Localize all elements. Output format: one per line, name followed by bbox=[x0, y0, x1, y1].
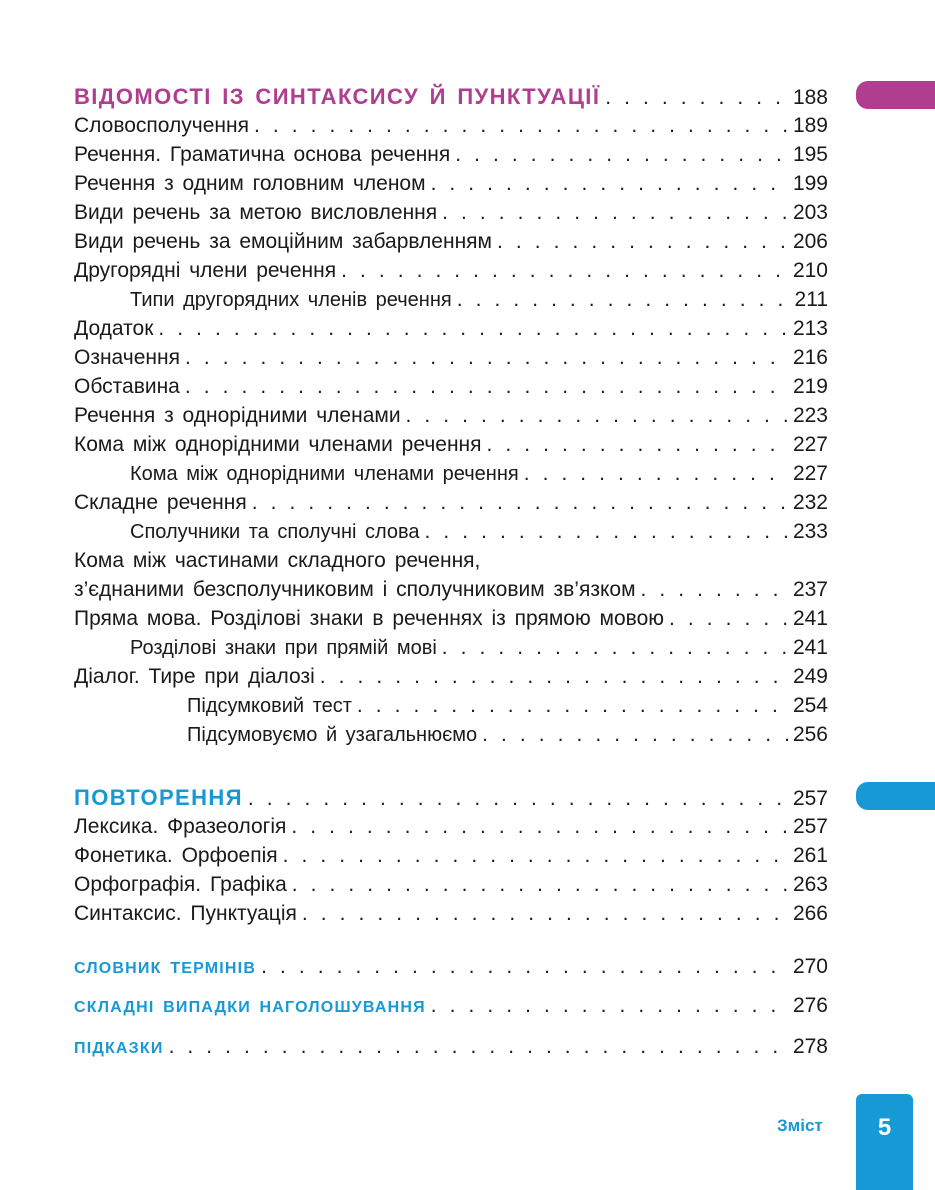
toc-heading-review[interactable] bbox=[74, 783, 828, 812]
toc-entry-title: Розділові знаки при прямій мові bbox=[130, 637, 437, 659]
toc-entry[interactable] bbox=[74, 575, 828, 604]
toc-heading-title: ПІДКАЗКИ bbox=[74, 1040, 164, 1057]
toc-page: 256 bbox=[792, 723, 828, 746]
toc-entry[interactable] bbox=[74, 198, 828, 227]
toc-entry[interactable] bbox=[74, 372, 828, 401]
toc-entry-title: Додаток bbox=[74, 317, 154, 340]
dot-leader bbox=[302, 899, 789, 928]
toc-page: 241 bbox=[792, 607, 828, 630]
toc-entry[interactable] bbox=[74, 488, 828, 517]
toc-page: 227 bbox=[792, 433, 828, 456]
toc-entry-title: Сполучники та сполучні слова bbox=[130, 521, 420, 543]
dot-leader bbox=[185, 343, 789, 372]
toc-page: 278 bbox=[792, 1035, 828, 1058]
toc-entry[interactable] bbox=[74, 256, 828, 285]
toc-page: 227 bbox=[792, 462, 828, 485]
dot-leader bbox=[431, 991, 789, 1020]
toc-subentry[interactable] bbox=[74, 691, 828, 720]
toc-subentry[interactable] bbox=[74, 720, 828, 749]
toc-entry[interactable] bbox=[74, 343, 828, 372]
dot-leader bbox=[158, 314, 789, 343]
toc-heading-glossary[interactable] bbox=[74, 952, 828, 981]
toc-subentry[interactable] bbox=[74, 459, 828, 488]
toc-heading-syntax[interactable] bbox=[74, 82, 828, 111]
toc-entry-title: Підсумовуємо й узагальнюємо bbox=[187, 724, 478, 746]
toc-page: 189 bbox=[792, 114, 828, 137]
toc-page: 213 bbox=[792, 317, 828, 340]
toc-entry-title: Орфографія. Графіка bbox=[74, 873, 287, 896]
toc-page: 233 bbox=[792, 520, 828, 543]
toc-entry-title: Кома між однорідними членами речення bbox=[130, 463, 519, 485]
section-tab-review bbox=[856, 782, 935, 810]
toc-entry-title: Речення з однорідними членами bbox=[74, 404, 401, 427]
toc-entry-title: Словосполучення bbox=[74, 114, 249, 137]
toc-entry[interactable] bbox=[74, 899, 828, 928]
dot-leader bbox=[283, 841, 789, 870]
toc-page: 241 bbox=[792, 636, 828, 659]
section-tab-syntax bbox=[856, 81, 935, 109]
toc-entry-title: Види речень за емоційним забарвленням bbox=[74, 230, 492, 253]
toc-heading-hints[interactable] bbox=[74, 1032, 828, 1061]
dot-leader bbox=[425, 517, 789, 546]
toc-entry-title: Речення з одним головним членом bbox=[74, 172, 426, 195]
toc-entry-title: Фонетика. Орфоепія bbox=[74, 844, 278, 867]
toc-entry[interactable] bbox=[74, 140, 828, 169]
toc-entry[interactable] bbox=[74, 430, 828, 459]
toc-entry-title: Типи другорядних членів речення bbox=[130, 289, 452, 311]
toc-page: 237 bbox=[792, 578, 828, 601]
toc-entry-title: Лексика. Фразеологія bbox=[74, 815, 287, 838]
toc-entry[interactable] bbox=[74, 314, 828, 343]
page-number: 5 bbox=[856, 1094, 913, 1190]
dot-leader bbox=[252, 488, 789, 517]
toc-heading-title: СКЛАДНІ ВИПАДКИ НАГОЛОШУВАННЯ bbox=[74, 999, 426, 1016]
toc-page: 261 bbox=[792, 844, 828, 867]
toc-entry-title: Другорядні члени речення bbox=[74, 259, 337, 282]
dot-leader bbox=[357, 691, 789, 720]
toc-subentry[interactable] bbox=[74, 517, 828, 546]
dot-leader bbox=[605, 83, 789, 112]
dot-leader bbox=[669, 604, 789, 633]
dot-leader bbox=[185, 372, 789, 401]
toc-heading-title: ПОВТОРЕННЯ bbox=[74, 785, 243, 810]
toc-entry[interactable] bbox=[74, 604, 828, 633]
toc-page: 257 bbox=[792, 815, 828, 838]
dot-leader bbox=[457, 285, 791, 314]
toc-page: 210 bbox=[792, 259, 828, 282]
toc-entry[interactable] bbox=[74, 111, 828, 140]
toc-page: 203 bbox=[792, 201, 828, 224]
toc-subentry[interactable] bbox=[74, 285, 828, 314]
toc-page: 188 bbox=[792, 86, 828, 109]
toc-page: 257 bbox=[792, 787, 828, 810]
toc-page: 254 bbox=[792, 694, 828, 717]
toc-heading-title: СЛОВНИК ТЕРМІНІВ bbox=[74, 960, 257, 977]
toc-entry-title: Означення bbox=[74, 346, 180, 369]
toc-entry-title: Обставина bbox=[74, 375, 180, 398]
toc-entry[interactable] bbox=[74, 169, 828, 198]
toc-page: 219 bbox=[792, 375, 828, 398]
toc-entry-title: Діалог. Тире при діалозі bbox=[74, 665, 315, 688]
toc-page: 206 bbox=[792, 230, 828, 253]
toc-entry-title-line1[interactable]: Кома між частинами складного речення, bbox=[74, 549, 481, 572]
toc-page: 195 bbox=[792, 143, 828, 166]
dot-leader bbox=[292, 870, 789, 899]
toc-page: 263 bbox=[792, 873, 828, 896]
toc-entry[interactable] bbox=[74, 401, 828, 430]
footer-section-label: Зміст bbox=[777, 1116, 823, 1135]
toc-entry[interactable] bbox=[74, 841, 828, 870]
dot-leader bbox=[320, 662, 789, 691]
dot-leader bbox=[482, 720, 789, 749]
dot-leader bbox=[487, 430, 789, 459]
dot-leader bbox=[248, 784, 789, 813]
toc-entry-title: з’єднаними безсполучниковим і сполучниковим зв’язком bbox=[74, 578, 636, 601]
toc-entry[interactable] bbox=[74, 662, 828, 691]
dot-leader bbox=[524, 459, 789, 488]
dot-leader bbox=[341, 256, 789, 285]
toc-page: 199 bbox=[792, 172, 828, 195]
toc-entry-title: Кома між однорідними членами речення bbox=[74, 433, 482, 456]
dot-leader bbox=[497, 227, 789, 256]
toc-entry-title: Пряма мова. Розділові знаки в реченнях із прямою мовою bbox=[74, 607, 664, 630]
toc-entry-title: Складне речення bbox=[74, 491, 247, 514]
toc-subentry[interactable] bbox=[74, 633, 828, 662]
toc-page: 276 bbox=[792, 994, 828, 1017]
toc-page: 249 bbox=[792, 665, 828, 688]
toc-page: 216 bbox=[792, 346, 828, 369]
dot-leader bbox=[261, 952, 789, 981]
toc-entry[interactable] bbox=[74, 870, 828, 899]
toc-heading-title: ВІДОМОСТІ ІЗ СИНТАКСИСУ Й ПУНКТУАЦІЇ bbox=[74, 84, 601, 109]
dot-leader bbox=[455, 140, 789, 169]
toc-page: 223 bbox=[792, 404, 828, 427]
dot-leader bbox=[442, 633, 789, 662]
dot-leader bbox=[431, 169, 789, 198]
dot-leader bbox=[442, 198, 789, 227]
dot-leader bbox=[406, 401, 789, 430]
toc-entry-title: Синтаксис. Пунктуація bbox=[74, 902, 297, 925]
toc-entry[interactable] bbox=[74, 812, 828, 841]
toc-page: 211 bbox=[794, 288, 828, 311]
dot-leader bbox=[641, 575, 789, 604]
dot-leader bbox=[291, 812, 789, 841]
toc-page: 270 bbox=[792, 955, 828, 978]
toc-entry[interactable] bbox=[74, 227, 828, 256]
toc-page: 232 bbox=[792, 491, 828, 514]
toc-entry-title: Речення. Граматична основа речення bbox=[74, 143, 451, 166]
toc-entry-title: Підсумковий тест bbox=[187, 695, 352, 717]
toc-page: 266 bbox=[792, 902, 828, 925]
toc-entry-title: Види речень за метою висловлення bbox=[74, 201, 438, 224]
dot-leader bbox=[169, 1032, 789, 1061]
dot-leader bbox=[254, 111, 789, 140]
toc-heading-stress-cases[interactable] bbox=[74, 991, 828, 1020]
